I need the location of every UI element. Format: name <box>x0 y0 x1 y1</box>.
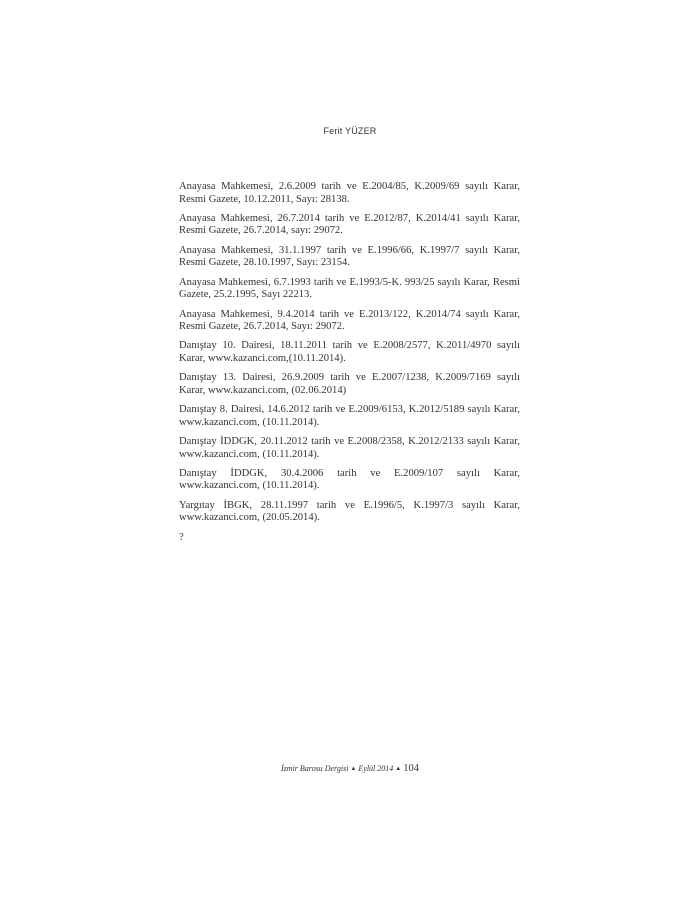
running-footer <box>0 763 700 774</box>
reference-item: Anayasa Mahkemesi, 2.6.2009 tarih ve E.2004/85, K.2009/69 sayılı Karar, Resmi Gazete, 10.12.2011, Sayı: 28138. <box>179 181 520 205</box>
page-number: 104 <box>403 763 419 774</box>
reference-item: Danıştay 13. Dairesi, 26.9.2009 tarih ve E.2007/1238, K.2009/7169 sayılı Karar, www.kazanci.com, (02.06.2014) <box>179 372 520 396</box>
footer-separator-icon: ▲ <box>395 766 402 772</box>
reference-list <box>179 181 520 544</box>
trailing-question-mark: ? <box>179 531 184 543</box>
running-header-author: Ferit YÜZER <box>323 126 377 136</box>
reference-item: Yargıtay İBGK, 28.11.1997 tarih ve E.1996/5, K.1997/3 sayılı Karar, www.kazanci.com, (20.05.2014). <box>179 499 520 524</box>
reference-item: Anayasa Mahkemesi, 31.1.1997 tarih ve E.1996/66, K.1997/7 sayılı Karar, Resmi Gazete, 28.10.1997, Sayı: 23154. <box>179 244 520 269</box>
reference-item: Anayasa Mahkemesi, 6.7.1993 tarih ve E.1993/5-K. 993/25 sayılı Karar, Resmi Gazete, 25.2.1995, Sayı 22213. <box>179 276 520 301</box>
reference-item: Anayasa Mahkemesi, 9.4.2014 tarih ve E.2013/122, K.2014/74 sayılı Karar, Resmi Gazete, 26.7.2014, Sayı: 29072. <box>179 308 520 333</box>
reference-item: Danıştay İDDGK, 30.4.2006 tarih ve E.2009/107 sayılı Karar, www.kazanci.com, (10.11.2014). <box>179 467 520 492</box>
footer-journal-name: İzmir Barosu Dergisi <box>281 764 349 773</box>
reference-item: Danıştay 8. Dairesi, 14.6.2012 tarih ve E.2009/6153, K.2012/5189 sayılı Karar, www.kazanci.com, (10.11.2014). <box>179 404 520 428</box>
footer-separator-icon: ▲ <box>350 766 357 772</box>
footer-issue: Eylül 2014 <box>358 764 394 773</box>
reference-item: Anayasa Mahkemesi, 26.7.2014 tarih ve E.2012/87, K.2014/41 sayılı Karar, Resmi Gazete, 26.7.2014, sayı: 29072. <box>179 212 520 237</box>
reference-item: Danıştay 10. Dairesi, 18.11.2011 tarih ve E.2008/2577, K.2011/4970 sayılı Karar, www.kazanci.com,(10.11.2014). <box>179 340 520 364</box>
reference-item: Danıştay İDDGK, 20.11.2012 tarih ve E.2008/2358, K.2012/2133 sayılı Karar, www.kazanci.com, (10.11.2014). <box>179 436 520 460</box>
